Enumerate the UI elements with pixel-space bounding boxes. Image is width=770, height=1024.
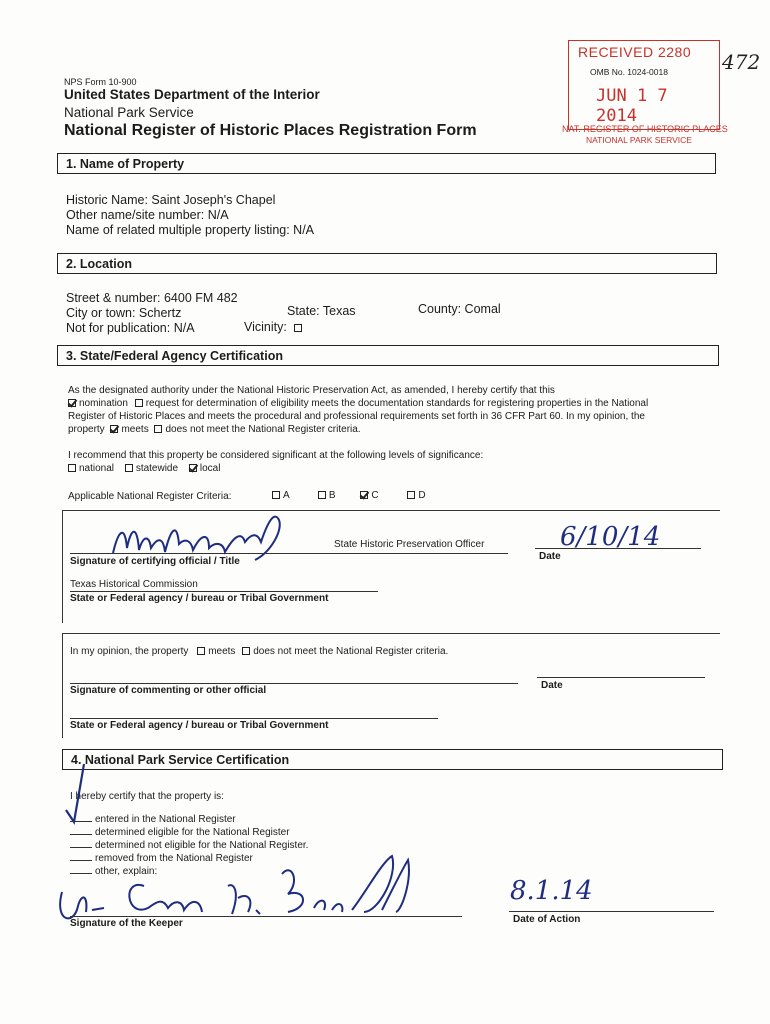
form-title: National Register of Historic Places Registration Form bbox=[64, 122, 477, 139]
nomination-label: nomination bbox=[79, 398, 128, 409]
city: City or town: Schertz bbox=[66, 306, 182, 320]
certify-text: I hereby certify that the property is: bbox=[70, 791, 224, 802]
national-checkbox[interactable] bbox=[68, 464, 76, 472]
section2-header: 2. Location bbox=[57, 253, 717, 274]
keeper-label: Signature of the Keeper bbox=[70, 918, 183, 929]
comment-sig-label: Signature of commenting or other official bbox=[70, 685, 267, 696]
criteria-options bbox=[272, 490, 426, 501]
comment-agency-label: State or Federal agency / bureau or Tribal Government bbox=[70, 720, 329, 731]
significance-levels bbox=[68, 463, 220, 474]
action-date-line bbox=[509, 911, 714, 912]
vicinity-checkbox[interactable] bbox=[294, 324, 302, 332]
stamp-date: JUN 1 7 2014 bbox=[596, 86, 668, 126]
removed-label: removed from the National Register bbox=[95, 853, 253, 864]
cert-para-line2 bbox=[68, 398, 648, 409]
section1-header: 1. Name of Property bbox=[57, 153, 716, 174]
opinion-text bbox=[70, 646, 448, 657]
meets-label: meets bbox=[121, 424, 149, 435]
stamp-omb: OMB No. 1024-0018 bbox=[590, 67, 668, 77]
section3-header: 3. State/Federal Agency Certification bbox=[57, 345, 719, 366]
opinion-doesnot-label: does not meet the National Register criteria. bbox=[253, 646, 449, 657]
sig-label: Signature of certifying official / Title bbox=[70, 556, 240, 567]
local-label: local bbox=[199, 463, 221, 474]
request-checkbox[interactable] bbox=[135, 399, 143, 407]
keeper-line bbox=[70, 916, 462, 917]
doesnot-label: does not meet the National Register criteria. bbox=[165, 424, 361, 435]
opinion-label: In my opinion, the property bbox=[70, 646, 189, 657]
agency-line bbox=[70, 591, 378, 592]
cert-date-label: Date bbox=[539, 551, 561, 562]
section4-header: 4. National Park Service Certification bbox=[62, 749, 723, 770]
statewide-label: statewide bbox=[135, 463, 179, 474]
stamp-register-line2: NATIONAL PARK SERVICE bbox=[586, 135, 692, 145]
nomination-checkbox[interactable] bbox=[68, 399, 76, 407]
stamp-received: RECEIVED 2280 bbox=[578, 44, 692, 60]
sig-line bbox=[70, 553, 508, 554]
stamp-register-line1: NAT. REGISTER OF HISTORIC PLACES bbox=[562, 124, 728, 134]
criteria-d-checkbox[interactable] bbox=[407, 491, 415, 499]
opinion-meets-checkbox[interactable] bbox=[197, 647, 205, 655]
not-eligible-label: determined not eligible for the National Register. bbox=[95, 840, 309, 851]
vicinity bbox=[244, 320, 305, 334]
other-name: Other name/site number: N/A bbox=[66, 208, 229, 222]
cert-date-line bbox=[535, 548, 701, 549]
action-date-value: 8.1.14 bbox=[510, 876, 593, 906]
not-eligible-blank bbox=[70, 839, 92, 848]
related-listing: Name of related multiple property listing: N/A bbox=[66, 223, 315, 237]
criteria-b-checkbox[interactable] bbox=[318, 491, 326, 499]
handwritten-number: 472 bbox=[722, 50, 761, 74]
cert-para-line4 bbox=[68, 424, 361, 435]
criteria-label: Applicable National Register Criteria: bbox=[68, 491, 232, 502]
criteria-b-label: B bbox=[328, 490, 336, 501]
criteria-a-checkbox[interactable] bbox=[272, 491, 280, 499]
cert-para-line3: Register of Historic Places and meets the procedural and professional requirements set forth in 36 CFR Part 60. In my opinion, the bbox=[68, 411, 645, 422]
action-date-label: Date of Action bbox=[513, 914, 581, 925]
recommend-text: I recommend that this property be considered significant at the following levels of significance: bbox=[68, 450, 484, 461]
comment-agency-line bbox=[70, 718, 438, 719]
historic-name: Historic Name: Saint Joseph's Chapel bbox=[66, 193, 276, 207]
vicinity-label: Vicinity: bbox=[244, 320, 287, 334]
county: County: Comal bbox=[418, 302, 501, 316]
comment-date-label: Date bbox=[541, 680, 563, 691]
option-not-eligible[interactable] bbox=[70, 839, 308, 852]
criteria-d-label: D bbox=[418, 490, 426, 501]
received-stamp bbox=[556, 40, 728, 148]
street: Street & number: 6400 FM 482 bbox=[66, 291, 238, 305]
form-number: NPS Form 10-900 bbox=[64, 77, 137, 87]
national-label: national bbox=[79, 463, 115, 474]
agency-name: Texas Historical Commission bbox=[70, 579, 198, 590]
statewide-checkbox[interactable] bbox=[125, 464, 133, 472]
option-entered[interactable] bbox=[70, 813, 308, 826]
local-checkbox[interactable] bbox=[189, 464, 197, 472]
entered-checkmark bbox=[60, 760, 100, 830]
criteria-a-label: A bbox=[283, 490, 290, 501]
criteria-c-label: C bbox=[371, 490, 379, 501]
opinion-meets-label: meets bbox=[208, 646, 236, 657]
sig-title-value: State Historic Preservation Officer bbox=[334, 539, 485, 550]
request-label: request for determination of eligibility meets the documentation standards for registering properties in the National bbox=[145, 398, 649, 409]
not-for-publication: Not for publication: N/A bbox=[66, 321, 195, 335]
option-eligible[interactable] bbox=[70, 826, 308, 839]
cert-para-line1: As the designated authority under the National Historic Preservation Act, as amended, I hereby certify that this bbox=[68, 385, 555, 396]
comment-sig-line bbox=[70, 683, 518, 684]
eligible-label: determined eligible for the National Register bbox=[95, 827, 290, 838]
other-label: other, explain: bbox=[95, 866, 158, 877]
entered-label: entered in the National Register bbox=[95, 814, 236, 825]
meets-checkbox[interactable] bbox=[110, 425, 118, 433]
opinion-doesnot-checkbox[interactable] bbox=[242, 647, 250, 655]
service: National Park Service bbox=[64, 105, 194, 120]
doesnot-checkbox[interactable] bbox=[154, 425, 162, 433]
property-label: property bbox=[68, 424, 105, 435]
department: United States Department of the Interior bbox=[64, 87, 320, 102]
criteria-c-checkbox[interactable] bbox=[360, 491, 368, 499]
cert-date-value: 6/10/14 bbox=[560, 522, 661, 552]
comment-date-line bbox=[537, 677, 705, 678]
agency-label: State or Federal agency / bureau or Tribal Government bbox=[70, 593, 329, 604]
state: State: Texas bbox=[287, 304, 356, 318]
